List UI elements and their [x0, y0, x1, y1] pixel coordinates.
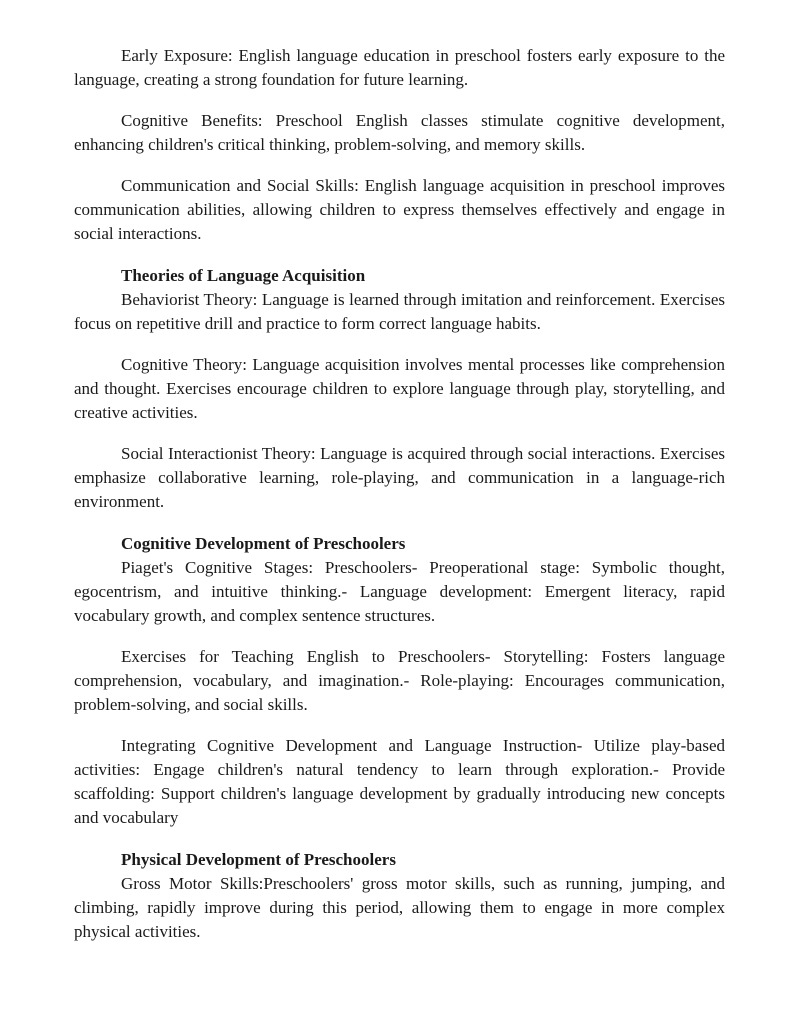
document-page	[74, 44, 725, 961]
paragraph-cognitive-benefits: Cognitive Benefits: Preschool English classes stimulate cognitive development, enhancing children's critical thinking, problem-solving, and memory skills.	[74, 111, 725, 154]
paragraph-cognitive-theory: Cognitive Theory: Language acquisition involves mental processes like comprehension and thought. Exercises encourage children to explore language through play, storytelling, and creative activities.	[74, 355, 725, 422]
paragraph-gross-motor-skills: Gross Motor Skills:Preschoolers' gross motor skills, such as running, jumping, and climbing, rapidly improve during this period, allowing them to engage in more complex physical activities.	[74, 874, 725, 941]
paragraph-social-interactionist-theory: Social Interactionist Theory: Language is acquired through social interactions. Exercises emphasize collaborative learning, role-playing, and communication in a language-rich environment.	[74, 444, 725, 511]
section-theories-language-acquisition	[74, 264, 725, 514]
section-cognitive-development	[74, 532, 725, 830]
section-physical-development	[74, 848, 725, 944]
paragraph-communication-social-skills: Communication and Social Skills: English language acquisition in preschool improves communication abilities, allowing children to express themselves effectively and engage in social interactions.	[74, 176, 725, 243]
paragraph-integrating-development: Integrating Cognitive Development and Language Instruction- Utilize play-based activities: Engage children's natural tendency to learn through exploration.- Provide scaffolding: Support children's language development by gradually introducing new concepts and vocabulary	[74, 736, 725, 827]
paragraph-early-exposure: Early Exposure: English language education in preschool fosters early exposure to the language, creating a strong foundation for future learning.	[74, 46, 725, 89]
section-heading: Physical Development of Preschoolers	[121, 850, 396, 869]
section-heading: Theories of Language Acquisition	[121, 266, 366, 285]
paragraph-exercises-teaching-english: Exercises for Teaching English to Preschoolers- Storytelling: Fosters language comprehension, vocabulary, and imagination.- Role-playing: Encourages communication, problem-solving, and social skills.	[74, 647, 725, 714]
paragraph-piaget-stages: Piaget's Cognitive Stages: Preschoolers- Preoperational stage: Symbolic thought, egocentrism, and intuitive thinking.- Language development: Emergent literacy, rapid vocabulary growth, and complex sentence structures.	[74, 558, 725, 625]
paragraph-behaviorist-theory: Behaviorist Theory: Language is learned through imitation and reinforcement. Exercises focus on repetitive drill and practice to form correct language habits.	[74, 290, 725, 333]
section-heading: Cognitive Development of Preschoolers	[121, 534, 406, 553]
